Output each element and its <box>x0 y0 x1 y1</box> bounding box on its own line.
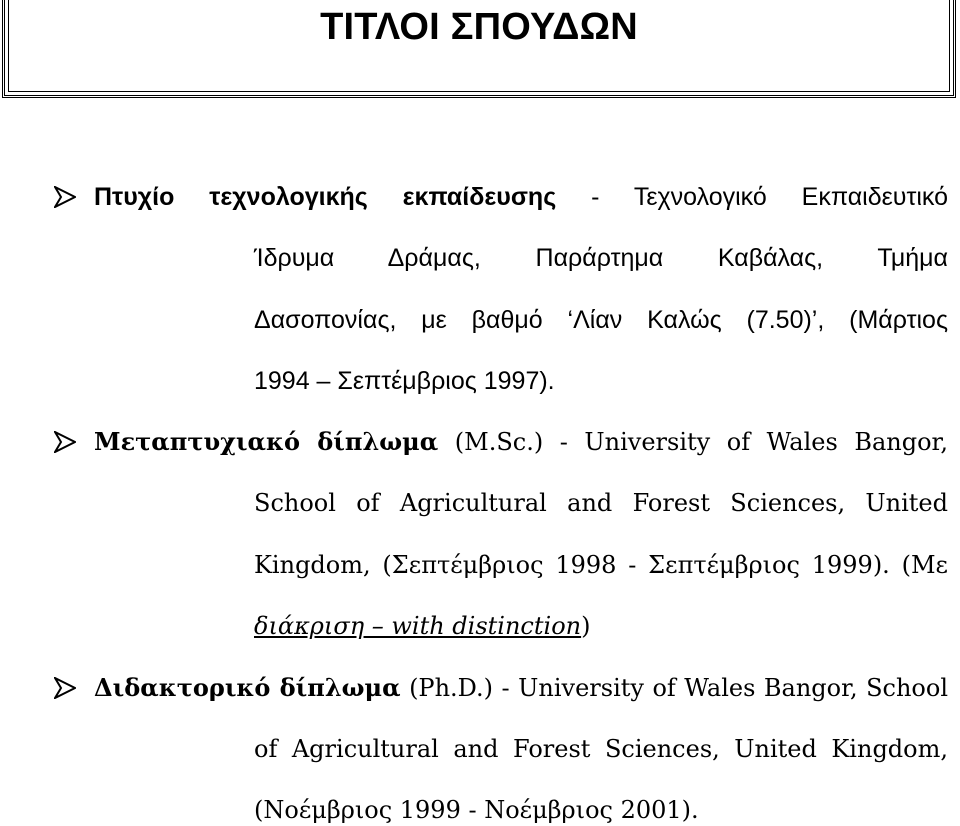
degree-line-text: Δασοπονίας, με βαθμό ‘Λίαν Καλώς (7.50)’, (Μάρτιος <box>254 306 948 334</box>
degree-line <box>254 795 699 825</box>
degree-line <box>254 734 948 764</box>
degree-name: Μεταπτυχιακό δίπλωμα <box>94 427 439 456</box>
degree-line-text: Kingdom, (Σεπτέμβριος 1998 - Σεπτέμβριος 1999). (Με <box>254 551 948 579</box>
degree-line <box>254 366 555 396</box>
degree-line-text: (Ph.D.) - University of Wales Bangor, School <box>400 674 948 702</box>
degree-line <box>94 673 948 703</box>
degree-line-text: School of Agricultural and Forest Sciences, United <box>254 489 948 517</box>
arrowhead-bullet-icon <box>54 186 76 208</box>
degree-line <box>254 488 948 518</box>
distinction-note: διάκριση – with distinction <box>254 612 582 640</box>
degree-line <box>254 550 948 580</box>
degree-line <box>254 243 948 273</box>
degree-line-text: 1994 – Σεπτέμβριος 1997). <box>254 367 555 395</box>
degree-line-text: (Νοέμβριος 1999 - Νοέμβριος 2001). <box>254 796 699 824</box>
degree-line <box>254 611 590 641</box>
degree-line-text: - Τεχνολογικό Εκπαιδευτικό <box>556 183 948 211</box>
degree-line-text: (M.Sc.) - University of Wales Bangor, <box>438 428 948 456</box>
title-frame <box>2 0 956 98</box>
degree-name: Πτυχίο τεχνολογικής εκπαίδευσης <box>94 183 557 211</box>
degree-line <box>254 305 948 335</box>
degree-name: Διδακτορικό δίπλωμα <box>94 673 401 702</box>
arrowhead-bullet-icon <box>54 677 76 699</box>
page-title: ΤΙΤΛΟΙ ΣΠΟΥΔΩΝ <box>320 6 638 48</box>
degree-line <box>94 427 948 457</box>
degree-line <box>94 182 948 212</box>
degree-line-text: ) <box>581 612 591 640</box>
degree-line-text: of Agricultural and Forest Sciences, United Kingdom, <box>254 735 948 763</box>
arrowhead-bullet-icon <box>54 431 76 453</box>
degree-line-text: Ίδρυμα Δράμας, Παράρτημα Καβάλας, Τμήμα <box>254 244 948 272</box>
